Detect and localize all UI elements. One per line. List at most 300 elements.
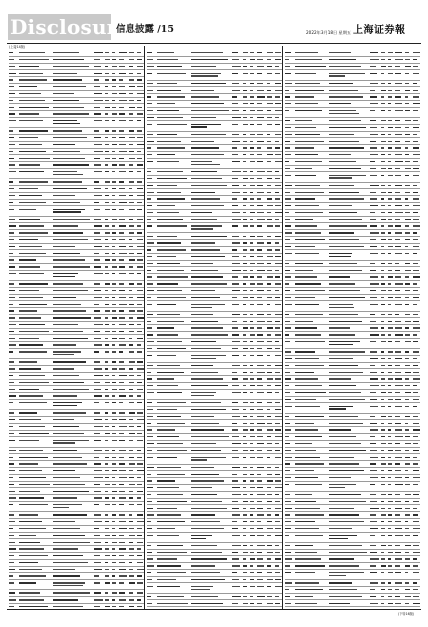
table-cell xyxy=(413,289,420,292)
table-cell xyxy=(405,442,411,445)
table-cell xyxy=(370,252,379,255)
text-line-placeholder xyxy=(9,470,15,471)
table-cell xyxy=(137,456,144,459)
table-cell xyxy=(129,462,135,465)
table-cell xyxy=(94,150,103,153)
text-line-placeholder xyxy=(53,209,85,210)
table-cell xyxy=(191,571,229,574)
table-cell xyxy=(285,313,292,316)
text-line-placeholder xyxy=(112,219,117,220)
table-cell xyxy=(147,320,154,323)
text-line-placeholder xyxy=(9,521,15,522)
table-cell xyxy=(413,146,420,149)
table-row xyxy=(9,250,144,257)
text-line-placeholder xyxy=(232,565,240,566)
table-cell xyxy=(232,527,241,530)
table-cell xyxy=(19,496,50,499)
text-line-placeholder xyxy=(370,385,379,386)
text-line-placeholder xyxy=(232,545,241,546)
table-cell xyxy=(105,605,110,608)
text-line-placeholder xyxy=(191,538,206,539)
table-cell xyxy=(157,296,188,299)
text-line-placeholder xyxy=(405,528,409,529)
text-line-placeholder xyxy=(53,73,77,74)
text-line-placeholder xyxy=(370,141,376,142)
table-cell xyxy=(9,554,16,557)
text-line-placeholder xyxy=(381,494,386,495)
table-cell xyxy=(119,106,127,109)
table-cell xyxy=(232,248,241,251)
text-line-placeholder xyxy=(285,327,291,328)
table-cell xyxy=(285,191,292,194)
text-line-placeholder xyxy=(105,592,108,593)
table-cell xyxy=(94,598,103,601)
text-line-placeholder xyxy=(129,164,133,165)
text-line-placeholder xyxy=(147,110,153,111)
text-line-placeholder xyxy=(119,382,124,383)
table-cell xyxy=(275,116,282,119)
table-cell xyxy=(329,140,367,143)
text-line-placeholder xyxy=(329,225,367,226)
table-cell xyxy=(405,58,411,61)
text-line-placeholder xyxy=(395,457,402,458)
text-line-placeholder xyxy=(243,124,248,125)
table-row xyxy=(147,101,282,108)
text-line-placeholder xyxy=(250,154,254,155)
text-line-placeholder xyxy=(370,334,379,335)
text-line-placeholder xyxy=(388,232,391,233)
text-line-placeholder xyxy=(285,96,290,97)
text-line-placeholder xyxy=(112,324,115,325)
table-cell xyxy=(19,187,50,190)
text-line-placeholder xyxy=(105,73,109,74)
text-line-placeholder xyxy=(119,344,126,345)
table-cell xyxy=(157,95,188,98)
table-cell xyxy=(147,449,154,452)
table-cell xyxy=(250,65,255,68)
text-line-placeholder xyxy=(119,562,125,563)
table-cell xyxy=(243,364,248,367)
table-cell xyxy=(257,602,265,605)
text-line-placeholder xyxy=(275,321,280,322)
table-cell xyxy=(137,112,144,115)
text-line-placeholder xyxy=(232,219,241,220)
table-cell xyxy=(295,513,326,516)
table-row xyxy=(285,189,420,196)
text-line-placeholder xyxy=(191,589,210,590)
text-line-placeholder xyxy=(257,528,263,529)
text-line-placeholder xyxy=(275,225,280,226)
text-line-placeholder xyxy=(112,497,115,498)
table-cell xyxy=(329,119,367,122)
table-cell xyxy=(105,350,110,353)
text-line-placeholder xyxy=(329,59,356,60)
text-line-placeholder xyxy=(295,436,322,437)
table-cell xyxy=(267,197,273,200)
text-line-placeholder xyxy=(285,103,291,104)
text-line-placeholder xyxy=(388,90,392,91)
table-cell xyxy=(250,340,255,343)
text-line-placeholder xyxy=(147,378,152,379)
text-line-placeholder xyxy=(395,514,400,515)
text-line-placeholder xyxy=(19,209,36,210)
table-cell xyxy=(19,513,50,516)
table-row xyxy=(147,281,282,288)
table-cell xyxy=(295,303,326,306)
text-line-placeholder xyxy=(381,52,385,53)
table-cell xyxy=(329,350,367,353)
table-cell xyxy=(250,564,255,567)
table-cell xyxy=(112,388,117,391)
text-line-placeholder xyxy=(147,501,152,502)
text-line-placeholder xyxy=(157,521,185,522)
table-cell xyxy=(267,507,273,510)
table-row xyxy=(9,295,144,302)
text-line-placeholder xyxy=(267,242,271,243)
text-line-placeholder xyxy=(105,569,109,570)
text-line-placeholder xyxy=(267,117,272,118)
table-cell xyxy=(191,391,229,398)
table-cell xyxy=(129,208,135,211)
text-line-placeholder xyxy=(129,477,134,478)
table-cell xyxy=(405,435,411,438)
text-line-placeholder xyxy=(395,141,400,142)
text-line-placeholder xyxy=(250,514,253,515)
table-cell xyxy=(413,313,420,316)
table-cell xyxy=(381,119,386,122)
table-cell xyxy=(157,513,188,516)
text-line-placeholder xyxy=(370,365,375,366)
table-cell xyxy=(157,303,188,306)
text-line-placeholder xyxy=(388,443,392,444)
table-cell xyxy=(405,119,411,122)
table-row xyxy=(9,359,144,366)
text-line-placeholder xyxy=(112,259,116,260)
table-cell xyxy=(9,581,16,584)
table-cell xyxy=(370,340,379,343)
table-cell xyxy=(137,561,144,564)
table-cell xyxy=(112,106,117,109)
text-line-placeholder xyxy=(295,96,314,97)
table-cell xyxy=(257,235,265,238)
table-cell xyxy=(129,231,135,234)
table-cell xyxy=(243,211,248,214)
table-cell xyxy=(9,170,16,173)
text-line-placeholder xyxy=(191,147,219,148)
table-cell xyxy=(285,89,292,92)
table-cell xyxy=(295,350,326,353)
text-line-placeholder xyxy=(275,528,281,529)
text-line-placeholder xyxy=(147,52,152,53)
table-cell xyxy=(129,143,135,146)
table-cell xyxy=(295,95,326,98)
table-cell xyxy=(405,527,411,530)
table-cell xyxy=(191,140,229,143)
table-cell xyxy=(129,411,135,414)
text-line-placeholder xyxy=(405,283,410,284)
table-cell xyxy=(250,364,255,367)
table-row xyxy=(285,325,420,332)
table-cell xyxy=(112,527,117,530)
text-line-placeholder xyxy=(191,378,223,379)
text-line-placeholder xyxy=(285,141,290,142)
table-cell xyxy=(105,309,110,312)
text-line-placeholder xyxy=(250,314,253,315)
table-row xyxy=(9,217,144,224)
table-cell xyxy=(257,500,265,503)
text-line-placeholder xyxy=(119,426,127,427)
text-line-placeholder xyxy=(137,52,141,53)
table-cell xyxy=(275,364,282,367)
text-line-placeholder xyxy=(9,569,15,570)
table-cell xyxy=(395,269,403,272)
table-row xyxy=(285,210,420,217)
text-line-placeholder xyxy=(275,579,281,580)
table-cell xyxy=(112,476,117,479)
table-cell xyxy=(267,204,273,207)
table-cell xyxy=(19,462,50,465)
text-line-placeholder xyxy=(285,219,290,220)
text-line-placeholder xyxy=(388,110,391,111)
table-cell xyxy=(112,85,117,88)
table-cell xyxy=(137,201,144,204)
table-cell xyxy=(257,160,265,163)
table-cell xyxy=(275,449,282,452)
table-cell xyxy=(388,405,393,408)
text-line-placeholder xyxy=(19,324,45,325)
table-cell xyxy=(275,534,282,537)
table-cell xyxy=(250,102,255,105)
table-cell xyxy=(413,435,420,438)
table-cell xyxy=(267,72,273,75)
table-cell xyxy=(267,218,273,221)
table-cell xyxy=(295,384,326,387)
table-cell xyxy=(9,411,16,414)
table-cell xyxy=(119,252,127,255)
table-cell xyxy=(405,320,411,323)
table-cell xyxy=(413,82,420,85)
table-cell xyxy=(267,153,273,156)
table-cell xyxy=(105,65,110,68)
text-line-placeholder xyxy=(191,416,214,417)
text-line-placeholder xyxy=(329,406,353,407)
text-line-placeholder xyxy=(329,161,356,162)
text-line-placeholder xyxy=(53,273,78,274)
text-line-placeholder xyxy=(53,477,80,478)
table-cell xyxy=(137,476,144,479)
text-line-placeholder xyxy=(243,528,246,529)
text-line-placeholder xyxy=(413,416,418,417)
text-line-placeholder xyxy=(275,392,279,393)
text-line-placeholder xyxy=(147,443,154,444)
text-line-placeholder xyxy=(191,103,224,104)
text-line-placeholder xyxy=(53,582,85,583)
text-line-placeholder xyxy=(257,178,262,179)
table-cell xyxy=(395,333,403,336)
table-cell xyxy=(19,534,50,537)
text-line-placeholder xyxy=(157,392,182,393)
table-cell xyxy=(9,439,16,442)
text-line-placeholder xyxy=(285,457,292,458)
text-line-placeholder xyxy=(112,331,116,332)
text-line-placeholder xyxy=(191,304,225,305)
table-row xyxy=(147,556,282,563)
table-cell xyxy=(295,224,326,227)
table-cell xyxy=(191,82,229,85)
text-line-placeholder xyxy=(53,52,79,53)
table-cell xyxy=(388,377,393,380)
text-line-placeholder xyxy=(129,151,134,152)
text-line-placeholder xyxy=(137,259,143,260)
text-line-placeholder xyxy=(243,178,248,179)
table-cell xyxy=(370,204,379,207)
text-line-placeholder xyxy=(232,480,238,481)
text-line-placeholder xyxy=(147,341,154,342)
text-line-placeholder xyxy=(147,117,154,118)
text-line-placeholder xyxy=(275,467,279,468)
table-cell xyxy=(53,309,91,312)
table-cell xyxy=(257,513,265,516)
text-line-placeholder xyxy=(388,59,391,60)
text-line-placeholder xyxy=(413,341,418,342)
text-line-placeholder xyxy=(157,134,177,135)
text-line-placeholder xyxy=(94,569,102,570)
table-cell xyxy=(285,364,292,367)
table-cell xyxy=(119,187,127,190)
table-cell xyxy=(147,313,154,316)
text-line-placeholder xyxy=(285,134,292,135)
text-line-placeholder xyxy=(232,457,239,458)
table-row xyxy=(285,482,420,492)
table-row xyxy=(285,166,420,173)
table-cell xyxy=(129,72,135,75)
text-line-placeholder xyxy=(157,90,181,91)
table-cell xyxy=(329,296,367,299)
text-line-placeholder xyxy=(405,52,409,53)
table-cell xyxy=(388,109,393,112)
table-cell xyxy=(370,544,379,547)
text-line-placeholder xyxy=(388,372,392,373)
text-line-placeholder xyxy=(94,514,101,515)
table-cell xyxy=(370,371,379,374)
table-cell xyxy=(405,82,411,85)
text-line-placeholder xyxy=(119,484,124,485)
text-line-placeholder xyxy=(243,521,247,522)
text-line-placeholder xyxy=(257,96,265,97)
text-line-placeholder xyxy=(157,83,177,84)
text-line-placeholder xyxy=(329,110,356,111)
text-line-placeholder xyxy=(413,239,418,240)
table-row xyxy=(147,400,282,407)
text-line-placeholder xyxy=(267,457,270,458)
text-line-placeholder xyxy=(119,137,125,138)
text-line-placeholder xyxy=(275,480,281,481)
text-line-placeholder xyxy=(137,514,143,515)
table-cell xyxy=(147,153,154,156)
text-line-placeholder xyxy=(329,263,357,264)
table-cell xyxy=(9,150,16,153)
text-line-placeholder xyxy=(119,188,125,189)
text-line-placeholder xyxy=(112,304,116,305)
text-line-placeholder xyxy=(295,283,321,284)
text-line-placeholder xyxy=(388,450,393,451)
table-row xyxy=(9,386,144,393)
text-line-placeholder xyxy=(112,273,115,274)
text-line-placeholder xyxy=(395,321,401,322)
text-line-placeholder xyxy=(405,253,409,254)
table-cell xyxy=(157,102,188,105)
table-cell xyxy=(112,129,117,132)
text-line-placeholder xyxy=(388,521,392,522)
text-line-placeholder xyxy=(381,351,384,352)
table-cell xyxy=(157,320,188,323)
text-line-placeholder xyxy=(119,66,125,67)
text-line-placeholder xyxy=(147,436,153,437)
table-cell xyxy=(119,92,127,95)
text-line-placeholder xyxy=(413,334,417,335)
table-cell xyxy=(112,469,117,472)
table-cell xyxy=(147,513,154,516)
text-line-placeholder xyxy=(53,497,77,498)
table-cell xyxy=(370,462,379,465)
text-line-placeholder xyxy=(9,202,13,203)
table-cell xyxy=(9,163,16,166)
text-line-placeholder xyxy=(53,331,83,332)
text-line-placeholder xyxy=(157,558,177,559)
table-cell xyxy=(191,160,229,167)
table-cell xyxy=(388,262,393,265)
text-line-placeholder xyxy=(9,290,15,291)
table-cell xyxy=(19,554,50,557)
text-line-placeholder xyxy=(257,521,261,522)
table-cell xyxy=(381,534,386,537)
text-line-placeholder xyxy=(329,450,366,451)
text-line-placeholder xyxy=(129,426,134,427)
text-line-placeholder xyxy=(112,239,116,240)
text-line-placeholder xyxy=(112,151,115,152)
text-line-placeholder xyxy=(243,314,247,315)
text-line-placeholder xyxy=(295,351,315,352)
table-cell xyxy=(157,551,188,554)
text-line-placeholder xyxy=(53,79,82,80)
table-cell xyxy=(257,109,265,112)
text-line-placeholder xyxy=(295,477,318,478)
text-line-placeholder xyxy=(243,457,246,458)
text-line-placeholder xyxy=(119,331,124,332)
table-cell xyxy=(9,574,16,577)
table-cell xyxy=(370,65,379,68)
table-cell xyxy=(9,289,16,292)
table-cell xyxy=(119,503,127,506)
table-cell xyxy=(395,167,403,170)
table-cell xyxy=(381,146,386,149)
table-cell xyxy=(243,585,248,588)
table-cell xyxy=(250,578,255,581)
text-line-placeholder xyxy=(191,117,216,118)
text-line-placeholder xyxy=(129,433,135,434)
table-cell xyxy=(250,255,255,258)
table-cell xyxy=(19,231,50,234)
table-cell xyxy=(329,320,367,323)
table-cell xyxy=(370,391,379,394)
banner-title: Disclosure xyxy=(10,15,131,39)
table-cell xyxy=(19,401,50,404)
table-row xyxy=(285,397,420,404)
table-cell xyxy=(257,204,265,207)
table-cell xyxy=(267,211,273,214)
text-line-placeholder xyxy=(267,90,271,91)
table-cell xyxy=(157,282,188,285)
